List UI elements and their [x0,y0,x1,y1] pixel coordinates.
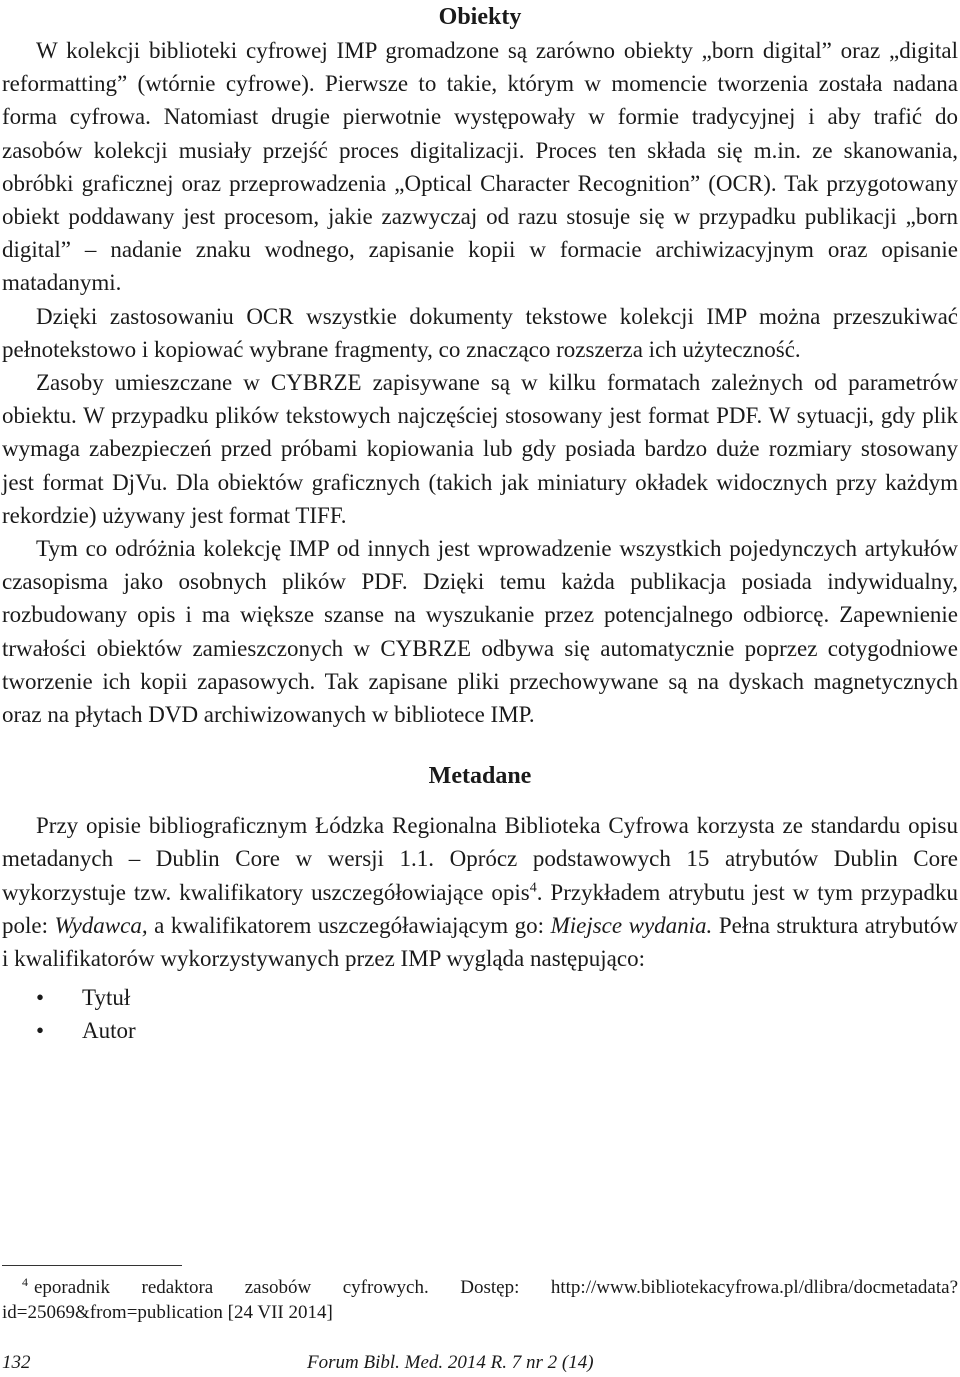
section-title-obiekty: Obiekty [438,4,522,30]
section-title-metadane: Metadane [428,763,532,790]
text-run: . Przykładem atrybutu jest w tym przypadku pole: [2,879,958,938]
paragraph-obiekty-2: Dzięki zastosowaniu OCR wszystkie dokumenty tekstowe kolekcji IMP można przeszukiwać pełnotekstowo i kopiować wybrane fragmenty, co znacząco rozszerza ich użyteczność. [2,303,958,362]
text-run: a kwalifikatorem uszczegóławiającym go: [147,912,551,938]
bullet-icon: • [36,1018,45,1044]
footnote-text: eporadnik redaktora zasobów cyfrowych. Dostęp: http://www.bibliotekacyfrowa.pl/dlibra/docmetadata?id=25069&from=publication [24 VII 2014] [2,1277,958,1323]
text-run: Pełna struktura atrybutów i kwalifikatorów wykorzystywanych przez IMP wygląda następująco: [2,912,958,972]
footnote-mark: 4 [22,1274,28,1289]
paragraph-obiekty-3: Zasoby umieszczane w CYBRZE zapisywane są w kilku formatach zależnych od parametrów obiektu. W przypadku plików tekstowych najczęściej stosowany jest format PDF. W sytuacji, gdy plik wymaga zabezpieczeń przed próbami kopiowania lub gdy posiada bardzo duże rozmiary stosowany jest format DjVu. Dla obiektów graficznych (takich jak miniatury okładek widocznych przy każdym rekordzie) używany jest format TIFF. [2,370,958,528]
list-item-label: Tytuł [82,985,131,1011]
paragraph-obiekty-1: W kolekcji biblioteki cyfrowej IMP gromadzone są zarówno obiekty „born digital” oraz „digital reformatting” (wtórnie cyfrowe). Pierwsze to takie, którym w momencie tworzenia została nadana forma cyfrowa. Natomiast drugie pierwotnie występowały w formie tradycyjnej i aby trafić do zasobów kolekcji musiały przejść proces digitalizacji. Proces ten składa się m.in. ze skanowania, obróbki graficznej oraz przeprowadzenia „Optical Character Recognition” (OCR). Tak przygotowany obiekt poddawany jest procesom, jakie zazwyczaj od razu stosuje się w przypadku publikacji „born digital” – nadanie znaku wodnego, zapisanie kopii w formacie archiwizacyjnym oraz opisanie matadanymi. [2,38,958,296]
bullet-icon: • [36,985,45,1011]
journal-citation: Forum Bibl. Med. 2014 R. 7 nr 2 (14) [307,1352,594,1373]
list-item [2,1014,958,1047]
footnote-divider [2,1265,182,1266]
paragraph-metadane-1 [2,809,958,975]
footnote-reference[interactable]: 4 [529,880,537,896]
paragraph-obiekty-4: Tym co odróżnia kolekcję IMP od innych jest wprowadzenie wszystkich pojedynczych artykułów czasopisma jako osobnych plików PDF. Dzięki temu każda publikacja posiada indywidualny, rozbudowany opis i ma większe szanse na wyszukanie przez potencjalnego odbiorcę. Zapewnienie trwałości obiektów zamieszczonych w CYBRZE odbywa się automatycznie poprzez cotygodniowe tworzenie ich kopii zapasowych. Tak zapisane pliki przechowywane są na dyskach magnetycznych oraz na płytach DVD archiwizowanych w bibliotece IMP. [2,536,958,728]
text-run: Przy opisie bibliograficznym Łódzka Regionalna Biblioteka Cyfrowa korzysta ze standardu opisu metadanych – Dublin Core w wersji 1.1. Oprócz podstawowych 15 atrybutów Dublin Core wykorzystuje tzw. kwalifikatory uszczegółowiające opis [2,813,958,905]
page-number: 132 [2,1352,31,1373]
page-body [2,0,958,1047]
attribute-list [2,981,958,1047]
list-item [2,981,958,1014]
italic-term-miejsce-wydania: Miejsce wydania. [550,912,713,938]
footnote [2,1275,958,1325]
italic-term-wydawca: Wydawca, [54,912,148,938]
list-item-label: Autor [82,1018,136,1044]
